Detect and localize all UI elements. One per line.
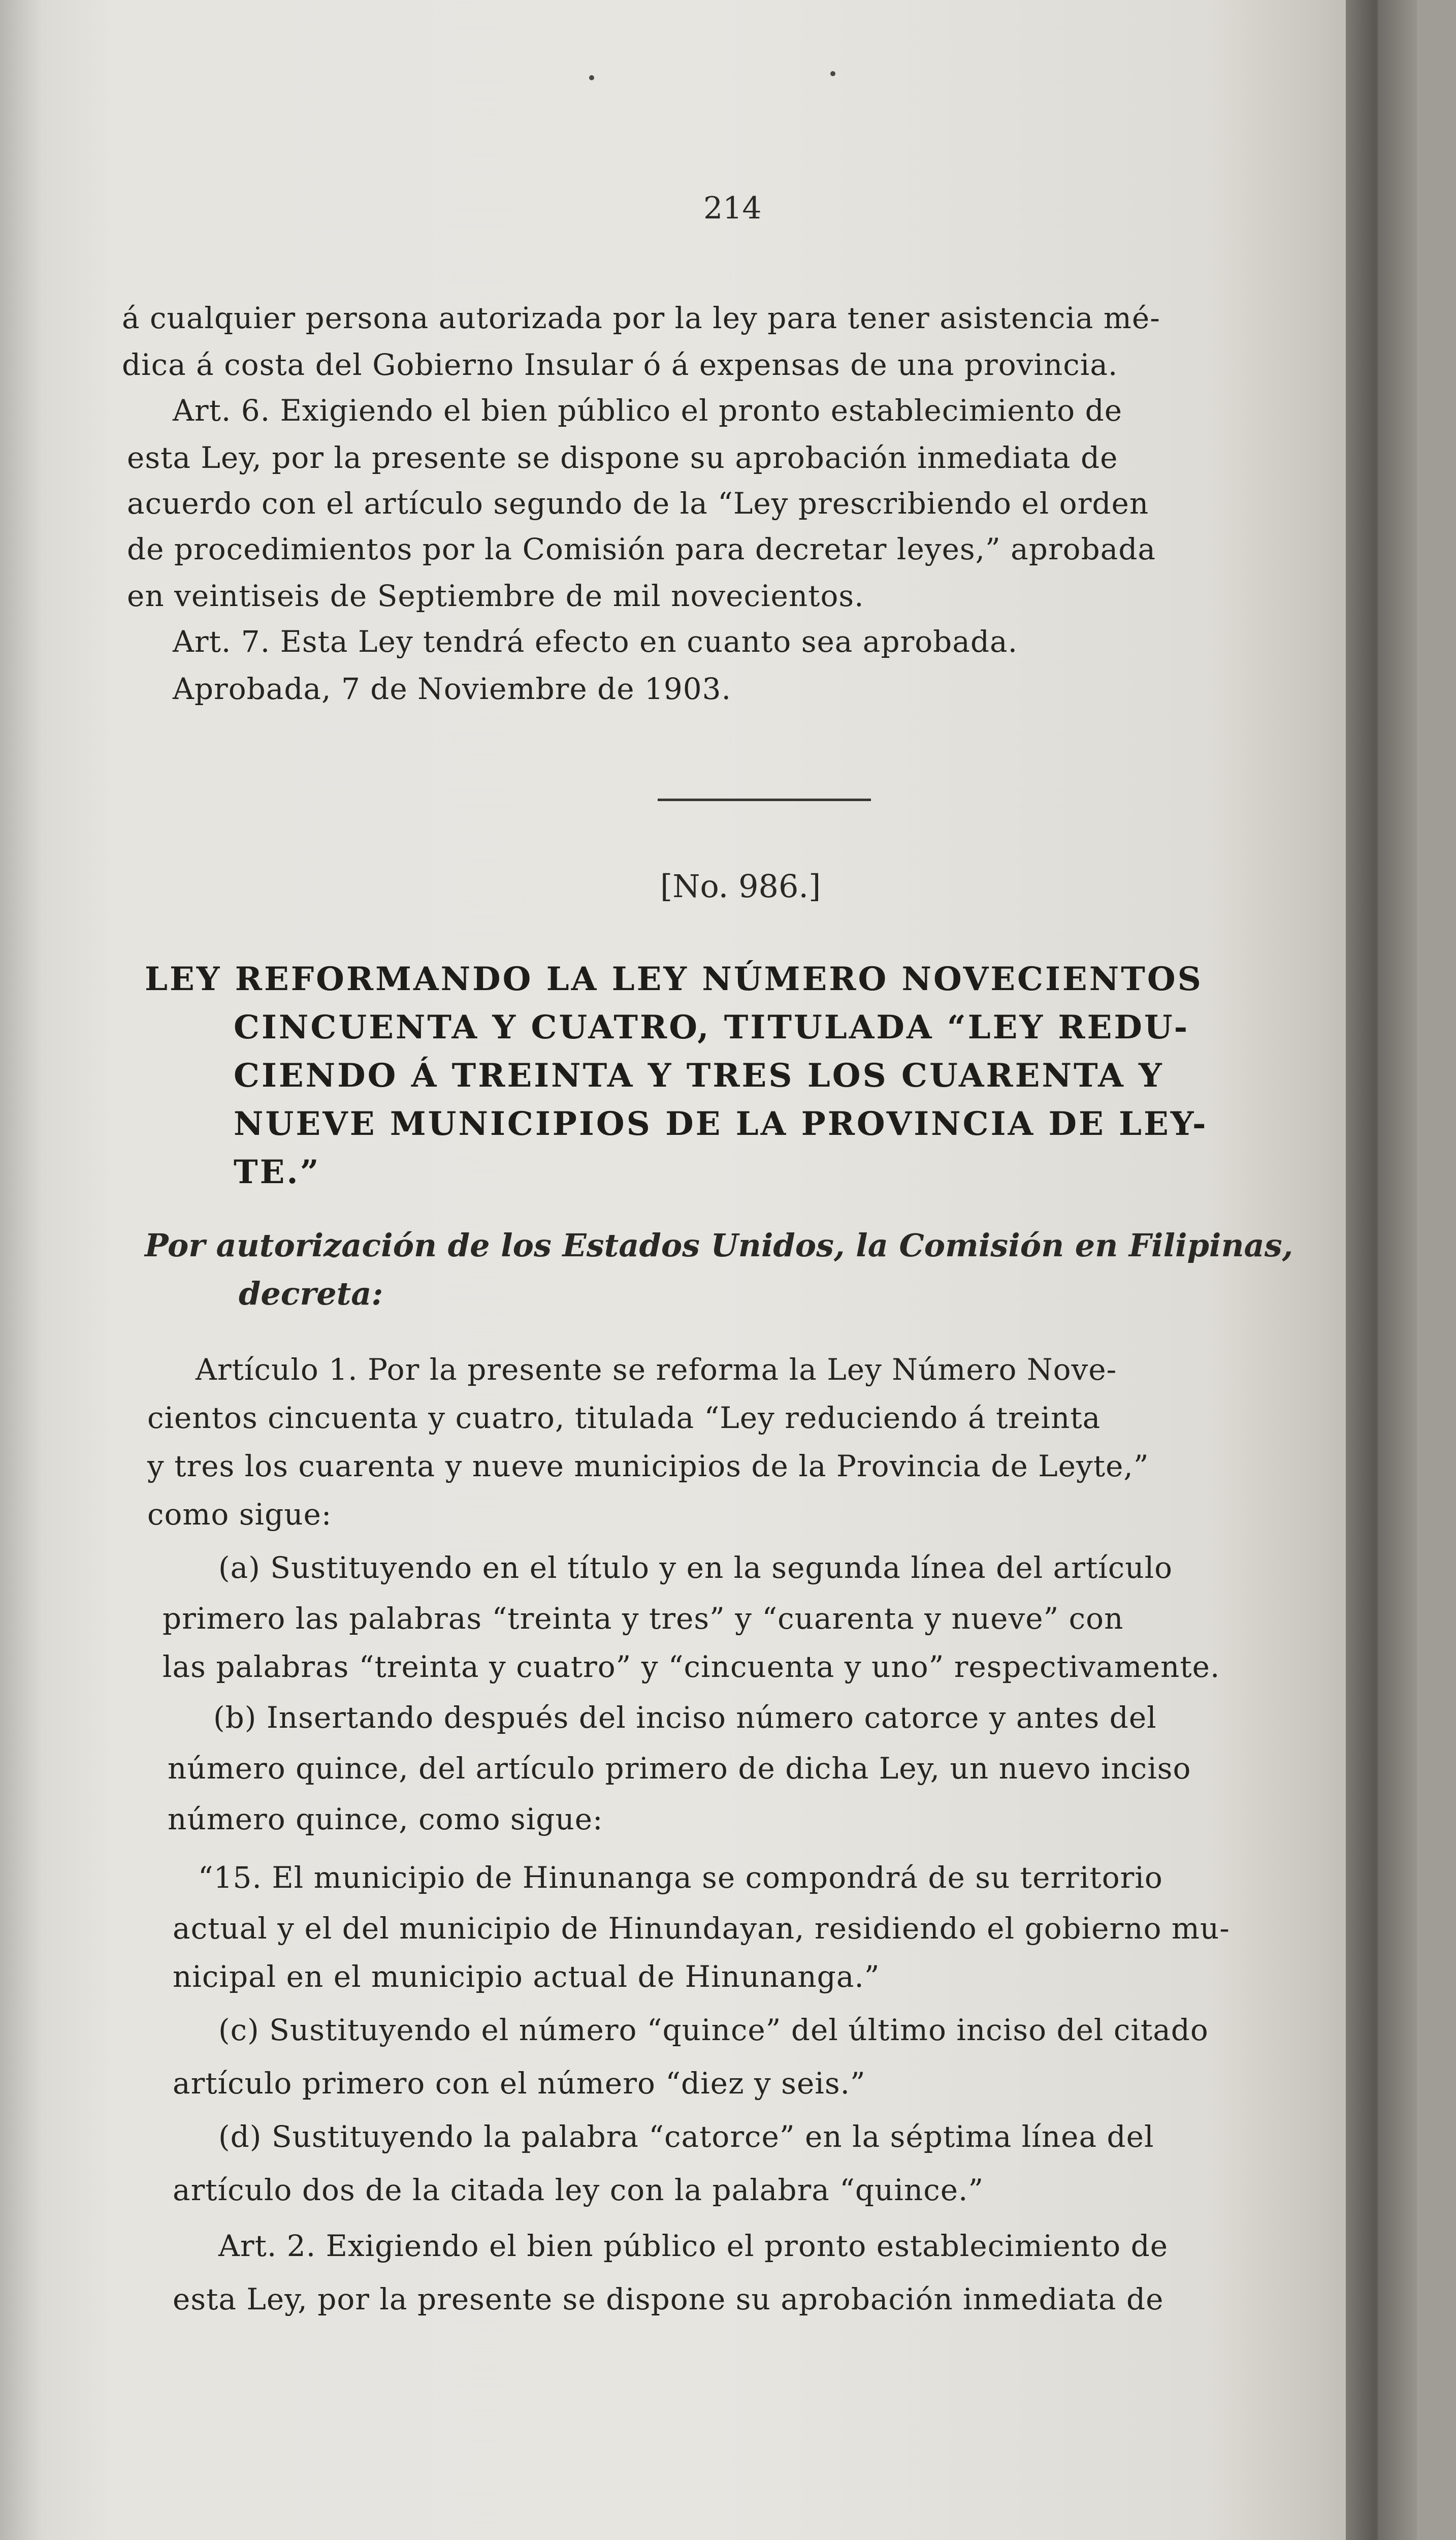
text-line: Art. 6. Exigiendo el bien público el pronto establecimiento de — [173, 393, 1123, 428]
approval-date: Aprobada, 7 de Noviembre de 1903. — [173, 672, 732, 706]
text-line: esta Ley, por la presente se dispone su aprobación inmediata de — [127, 440, 1118, 475]
enacting-line: Por autorización de los Estados Unidos, la Comisión en Filipinas, — [145, 1227, 1293, 1264]
text-line: en veintiseis de Septiembre de mil novecientos. — [127, 579, 864, 613]
text-line: Art. 7. Esta Ley tendrá efecto en cuanto sea aprobada. — [173, 624, 1018, 659]
title-line: NUEVE MUNICIPIOS DE LA PROVINCIA DE LEY- — [234, 1105, 1208, 1143]
text-line: nicipal en el municipio actual de Hinunanga.” — [173, 1959, 880, 1994]
text-line: (c) Sustituyendo el número “quince” del último inciso del citado — [218, 2013, 1209, 2047]
text-line: como sigue: — [147, 1497, 332, 1532]
text-line: actual y el del municipio de Hinundayan, residiendo el gobierno mu- — [173, 1911, 1230, 1946]
text-line: Artículo 1. Por la presente se reforma la Ley Número Nove- — [196, 1352, 1117, 1387]
speck-mark — [589, 75, 594, 80]
text-line: (d) Sustituyendo la palabra “catorce” en la séptima línea del — [218, 2119, 1154, 2154]
title-line: LEY REFORMANDO LA LEY NÚMERO NOVECIENTOS — [145, 960, 1203, 998]
text-line: número quince, como sigue: — [168, 1802, 603, 1836]
text-line: primero las palabras “treinta y tres” y “cuarenta y nueve” con — [163, 1601, 1124, 1636]
book-gutter — [1346, 0, 1417, 2540]
text-line: número quince, del artículo primero de dicha Ley, un nuevo inciso — [168, 1751, 1191, 1786]
title-line: CINCUENTA Y CUATRO, TITULADA “LEY REDU- — [234, 1008, 1190, 1046]
text-line: cientos cincuenta y cuatro, titulada “Ley reduciendo á treinta — [147, 1401, 1101, 1435]
text-line: (b) Insertando después del inciso número catorce y antes del — [213, 1700, 1157, 1735]
text-line: acuerdo con el artículo segundo de la “Ley prescribiendo el orden — [127, 486, 1149, 521]
text-line: artículo dos de la citada ley con la palabra “quince.” — [173, 2173, 984, 2207]
text-line: (a) Sustituyendo en el título y en la segunda línea del artículo — [218, 1550, 1173, 1585]
text-line: las palabras “treinta y cuatro” y “cincuenta y uno” respectivamente. — [163, 1649, 1220, 1684]
law-number: [No. 986.] — [660, 868, 821, 905]
text-line: Art. 2. Exigiendo el bien público el pronto establecimiento de — [218, 2229, 1169, 2263]
section-divider — [658, 799, 871, 801]
text-line: dica á costa del Gobierno Insular ó á expensas de una provincia. — [122, 347, 1118, 382]
page-number: 214 — [703, 190, 762, 226]
text-line: esta Ley, por la presente se dispone su aprobación inmediata de — [173, 2282, 1164, 2316]
speck-mark — [830, 71, 835, 76]
binding-shadow — [1378, 0, 1417, 2540]
text-line: y tres los cuarenta y nueve municipios de la Provincia de Leyte,” — [147, 1449, 1149, 1483]
title-line: TE.” — [234, 1153, 321, 1191]
text-line: de procedimientos por la Comisión para decretar leyes,” aprobada — [127, 532, 1156, 566]
text-line: á cualquier persona autorizada por la ley para tener asistencia mé- — [122, 301, 1160, 335]
title-line: CIENDO Á TREINTA Y TRES LOS CUARENTA Y — [234, 1057, 1164, 1095]
enacting-line: decreta: — [239, 1275, 383, 1312]
text-line: “15. El municipio de Hinunanga se compondrá de su territorio — [198, 1860, 1163, 1895]
text-line: artículo primero con el número “diez y seis.” — [173, 2066, 866, 2101]
